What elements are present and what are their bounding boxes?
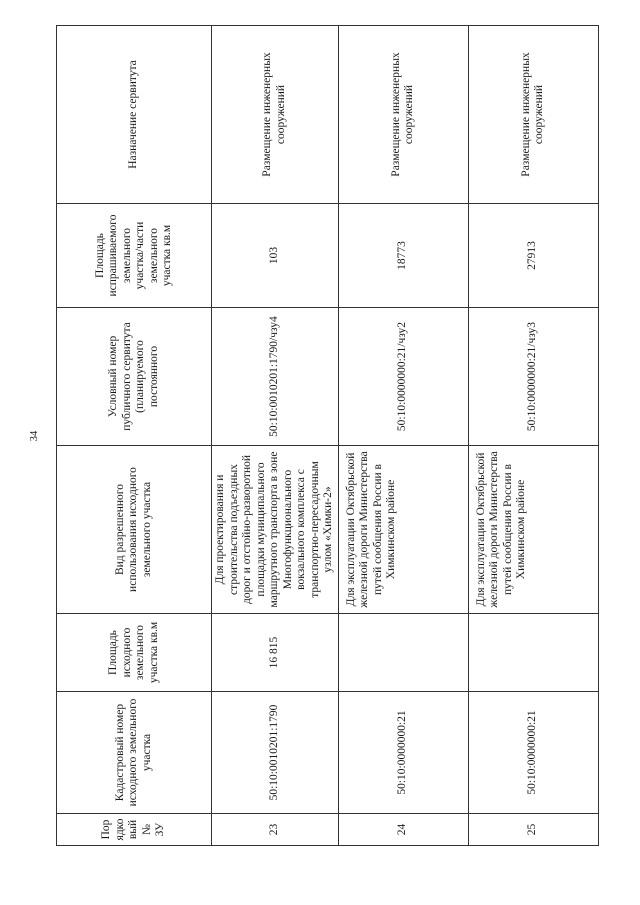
header-number: Порядковый № ЗУ	[57, 814, 212, 846]
cell-area: 16 815	[212, 614, 339, 692]
cell-cadastral: 50:10:0000000:21	[468, 692, 598, 814]
header-purpose: Назначение сервитута	[57, 26, 212, 204]
table-row	[212, 26, 339, 846]
cell-servitude-number: 50:10:0000000:21/чзу2	[338, 308, 468, 446]
page-number: 34	[29, 430, 40, 442]
cell-requested-area: 27913	[468, 204, 598, 308]
cell-purpose: Размещение инженерных сооружений	[338, 26, 468, 204]
header-use: Вид разрешенного использования исходного земельного участка	[57, 446, 212, 614]
cell-number: 23	[212, 814, 339, 846]
cell-purpose: Размещение инженерных сооружений	[212, 26, 339, 204]
cell-servitude-number: 50:10:0010201:1790/чзу4	[212, 308, 339, 446]
cell-use: Для эксплуатации Октябрьской железной дороги Министерства путей сообщения России в Химкинском районе	[338, 446, 468, 614]
cell-area	[468, 614, 598, 692]
cell-purpose: Размещение инженерных сооружений	[468, 26, 598, 204]
cell-requested-area: 103	[212, 204, 339, 308]
header-area: Площадь исходного земельного участка кв.м	[57, 614, 212, 692]
cell-area	[338, 614, 468, 692]
servitude-table	[56, 25, 599, 846]
header-servitude-number: Условный номер публичного сервитута (планируемого постоянного	[57, 308, 212, 446]
cell-use: Для эксплуатации Октябрьской железной дороги Министерства путей сообщения России в Химкинском районе	[468, 446, 598, 614]
cell-number: 25	[468, 814, 598, 846]
cell-number: 24	[338, 814, 468, 846]
header-requested-area: Площадь испрашиваемого земельного участка/части земельного участка кв.м	[57, 204, 212, 308]
cell-cadastral: 50:10:0000000:21	[338, 692, 468, 814]
cell-requested-area: 18773	[338, 204, 468, 308]
table-row	[468, 26, 598, 846]
rotated-table-frame	[56, 26, 596, 846]
cell-servitude-number: 50:10:0000000:21/чзу3	[468, 308, 598, 446]
table-row	[338, 26, 468, 846]
table-container	[56, 26, 596, 846]
table-header-row	[57, 26, 212, 846]
cell-cadastral: 50:10:0010201:1790	[212, 692, 339, 814]
cell-use: Для проектирования и строительства подъездных дорог и отстойно-разворотной площадки муниципального маршрутного транспорта в зоне Многофункционального вокзального комплекса с транспортно-пересадочным узлом «Химки-2»	[212, 446, 339, 614]
header-cadastral: Кадастровый номер исходного земельного участка	[57, 692, 212, 814]
